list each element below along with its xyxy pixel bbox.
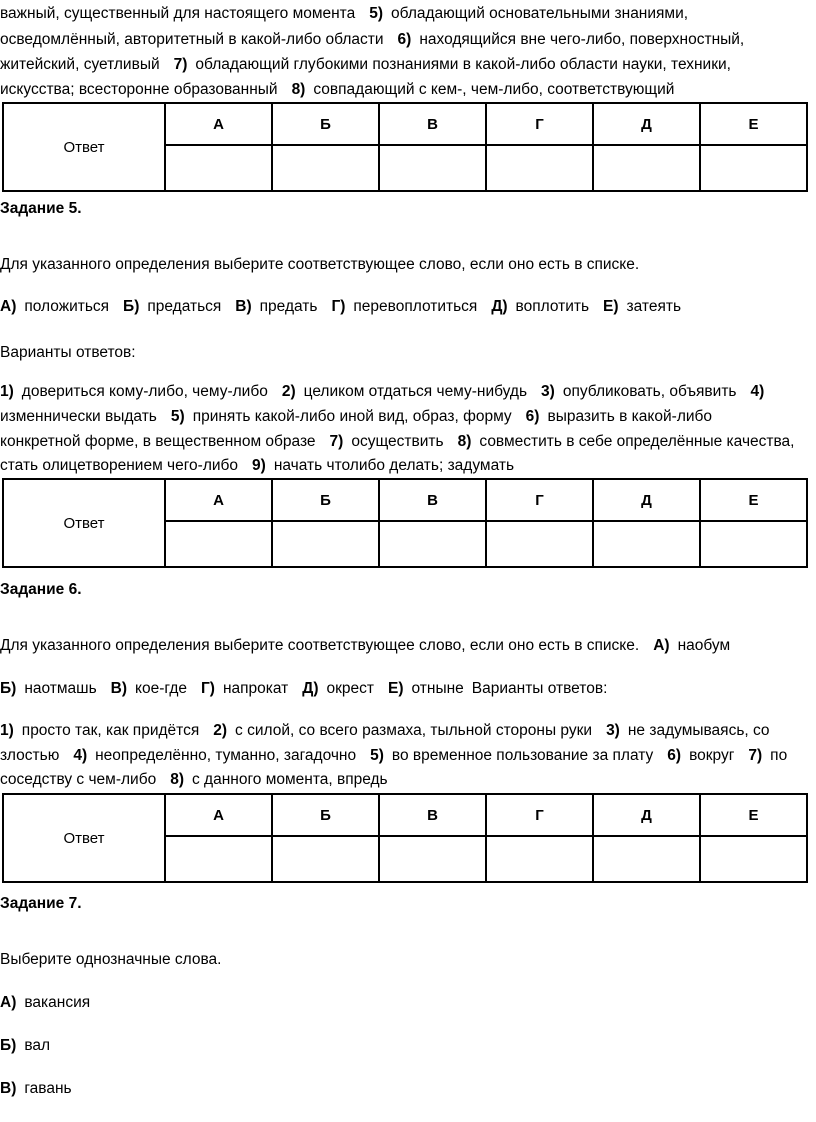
answer-cell[interactable] [700,521,807,567]
text-run: просто так, как придётся [21,722,200,739]
item-letter: А) [0,994,17,1011]
bold-marker: 3) [606,722,620,739]
answer-table-task4 [2,102,808,192]
item-letter: Б) [0,1037,17,1054]
task6-option-line-1 [0,721,770,741]
column-header-g: Г [486,794,593,836]
column-header-d: Д [593,103,700,145]
task6-option-line-2 [0,746,787,766]
task5-title: Задание 5. [0,200,82,217]
answer-cell[interactable] [272,836,379,882]
task5-option-line-4 [0,456,514,476]
item-word: затеять [626,298,682,315]
text-run: соседству с чем-либо [0,771,157,788]
item-word: предать [259,298,318,315]
answer-cell[interactable] [700,836,807,882]
bold-marker: 5) [369,5,384,22]
column-header-d: Д [593,794,700,836]
item-word: предаться [147,298,222,315]
task6-option-line-3 [0,770,388,790]
text-run: осведомлённый, авторитетный в какой-либо области [0,31,384,48]
answer-cell[interactable] [272,521,379,567]
text-run: отныне [411,680,464,697]
item-letter: Е) [603,298,619,315]
item-letter: В) [0,1080,17,1097]
column-header-v: В [379,479,486,521]
text-run: изменнически выдать [0,408,157,425]
column-header-a: А [165,479,272,521]
task7-item-b [0,1036,50,1056]
answer-cell[interactable] [165,521,272,567]
column-header-e: Е [700,479,807,521]
answer-cell[interactable] [486,836,593,882]
text-run: осуществить [351,433,444,450]
bold-marker: 7) [748,747,763,764]
answer-label: Ответ [3,103,165,191]
text-run: находящийся вне чего-либо, поверхностный, [419,31,745,48]
text-run: по [770,747,788,764]
answer-cell[interactable] [593,145,700,191]
text-run: довериться кому-либо, чему-либо [21,383,268,400]
item-letter: Г) [331,298,346,315]
task4-line-2 [0,30,744,50]
task5-option-line-1 [0,382,764,402]
task6-instruction-line [0,636,730,656]
bold-marker: 7) [329,433,344,450]
text-run: начать чтолибо делать; задумать [273,457,515,474]
bold-marker: А) [653,637,670,654]
task5-option-line-3 [0,432,794,452]
text-run: окрест [326,680,375,697]
answer-cell[interactable] [486,521,593,567]
task4-line-3 [0,55,731,75]
answer-cell[interactable] [165,836,272,882]
answer-cell[interactable] [379,836,486,882]
text-run: целиком отдаться чему-нибудь [303,383,528,400]
answer-cell[interactable] [593,836,700,882]
item-word: гавань [24,1080,72,1097]
item-letter: А) [0,298,17,315]
item-word: перевоплотиться [353,298,478,315]
answer-cell[interactable] [700,145,807,191]
bold-marker: 6) [525,408,540,425]
item-word: вал [24,1037,51,1054]
item-word: воплотить [515,298,590,315]
text-run: наобум [677,637,731,654]
text-run: совместить в себе определённые качества, [479,433,795,450]
bold-marker: 4) [750,383,765,400]
text-run: опубликовать, объявить [562,383,737,400]
task6-title: Задание 6. [0,581,82,598]
text-run: вокруг [689,747,735,764]
text-run: злостью [0,747,60,764]
column-header-a: А [165,103,272,145]
bold-marker: 8) [291,81,306,98]
answer-cell[interactable] [272,145,379,191]
task7-title: Задание 7. [0,895,82,912]
column-header-a: А [165,794,272,836]
answer-cell[interactable] [165,145,272,191]
item-word: положиться [24,298,110,315]
text-run: Варианты ответов: [471,680,608,697]
column-header-e: Е [700,794,807,836]
item-letter: Б) [123,298,140,315]
item-word: вакансия [24,994,91,1011]
text-run: конкретной форме, в вещественном образе [0,433,316,450]
text-run: важный, существенный для настоящего момента [0,5,356,22]
column-header-g: Г [486,103,593,145]
text-run: наотмашь [24,680,97,697]
text-run: обладающий основательными знаниями, [391,5,689,22]
answer-cell[interactable] [593,521,700,567]
bold-marker: 8) [170,771,184,788]
text-run: Для указанного определения выберите соответствующее слово, если оно есть в списке. [0,637,640,654]
answer-cell[interactable] [379,145,486,191]
bold-marker: 8) [457,433,472,450]
task6-word-list [0,679,607,699]
bold-marker: В) [110,680,128,697]
task4-line-4 [0,80,674,100]
item-letter: Д) [491,298,508,315]
bold-marker: 5) [370,747,384,764]
task7-item-v [0,1079,72,1099]
bold-marker: 7) [173,56,188,73]
answer-cell[interactable] [379,521,486,567]
text-run: не задумываясь, со [627,722,770,739]
column-header-d: Д [593,479,700,521]
text-run: совпадающий с кем-, чем-либо, соответствующий [313,81,675,98]
text-run: обладающий глубокими познаниями в какой-либо области науки, техники, [195,56,731,73]
bold-marker: Г) [201,680,215,697]
bold-marker: 2) [213,722,228,739]
column-header-v: В [379,794,486,836]
text-run: неопределённо, туманно, загадочно [95,747,357,764]
task5-word-list [0,297,681,317]
bold-marker: 4) [73,747,88,764]
bold-marker: 2) [281,383,296,400]
column-header-b: Б [272,103,379,145]
bold-marker: 3) [541,383,555,400]
answer-label: Ответ [3,479,165,567]
task5-instruction: Для указанного определения выберите соответствующее слово, если оно есть в списке. [0,256,640,273]
bold-marker: 1) [0,722,14,739]
text-run: искусства; всесторонне образованный [0,81,278,98]
bold-marker: 9) [252,457,266,474]
task7-instruction: Выберите однозначные слова. [0,951,222,968]
bold-marker: 6) [667,747,682,764]
text-run: напрокат [222,680,289,697]
text-run: с силой, со всего размаха, тыльной стороны руки [235,722,593,739]
bold-marker: Д) [302,680,319,697]
text-run: принять какой-либо иной вид, образ, форму [192,408,512,425]
answer-table-task5 [2,478,808,568]
bold-marker: 6) [397,31,412,48]
text-run: во временное пользование за плату [391,747,654,764]
column-header-g: Г [486,479,593,521]
column-header-v: В [379,103,486,145]
answer-cell[interactable] [486,145,593,191]
text-run: житейский, суетливый [0,56,160,73]
text-run: выразить в какой-либо [547,408,713,425]
bold-marker: Е) [388,680,404,697]
task7-item-a [0,993,90,1013]
column-header-e: Е [700,103,807,145]
text-run: с данного момента, впредь [192,771,388,788]
bold-marker: Б) [0,680,17,697]
column-header-b: Б [272,794,379,836]
task5-option-line-2 [0,407,712,427]
answer-table-task6 [2,793,808,883]
item-letter: В) [235,298,252,315]
text-run: кое-где [135,680,188,697]
text-run: стать олицетворением чего-либо [0,457,239,474]
task5-variants-label: Варианты ответов: [0,344,136,361]
column-header-b: Б [272,479,379,521]
task4-line-1 [0,4,688,24]
bold-marker: 5) [170,408,185,425]
bold-marker: 1) [0,383,14,400]
answer-label: Ответ [3,794,165,882]
